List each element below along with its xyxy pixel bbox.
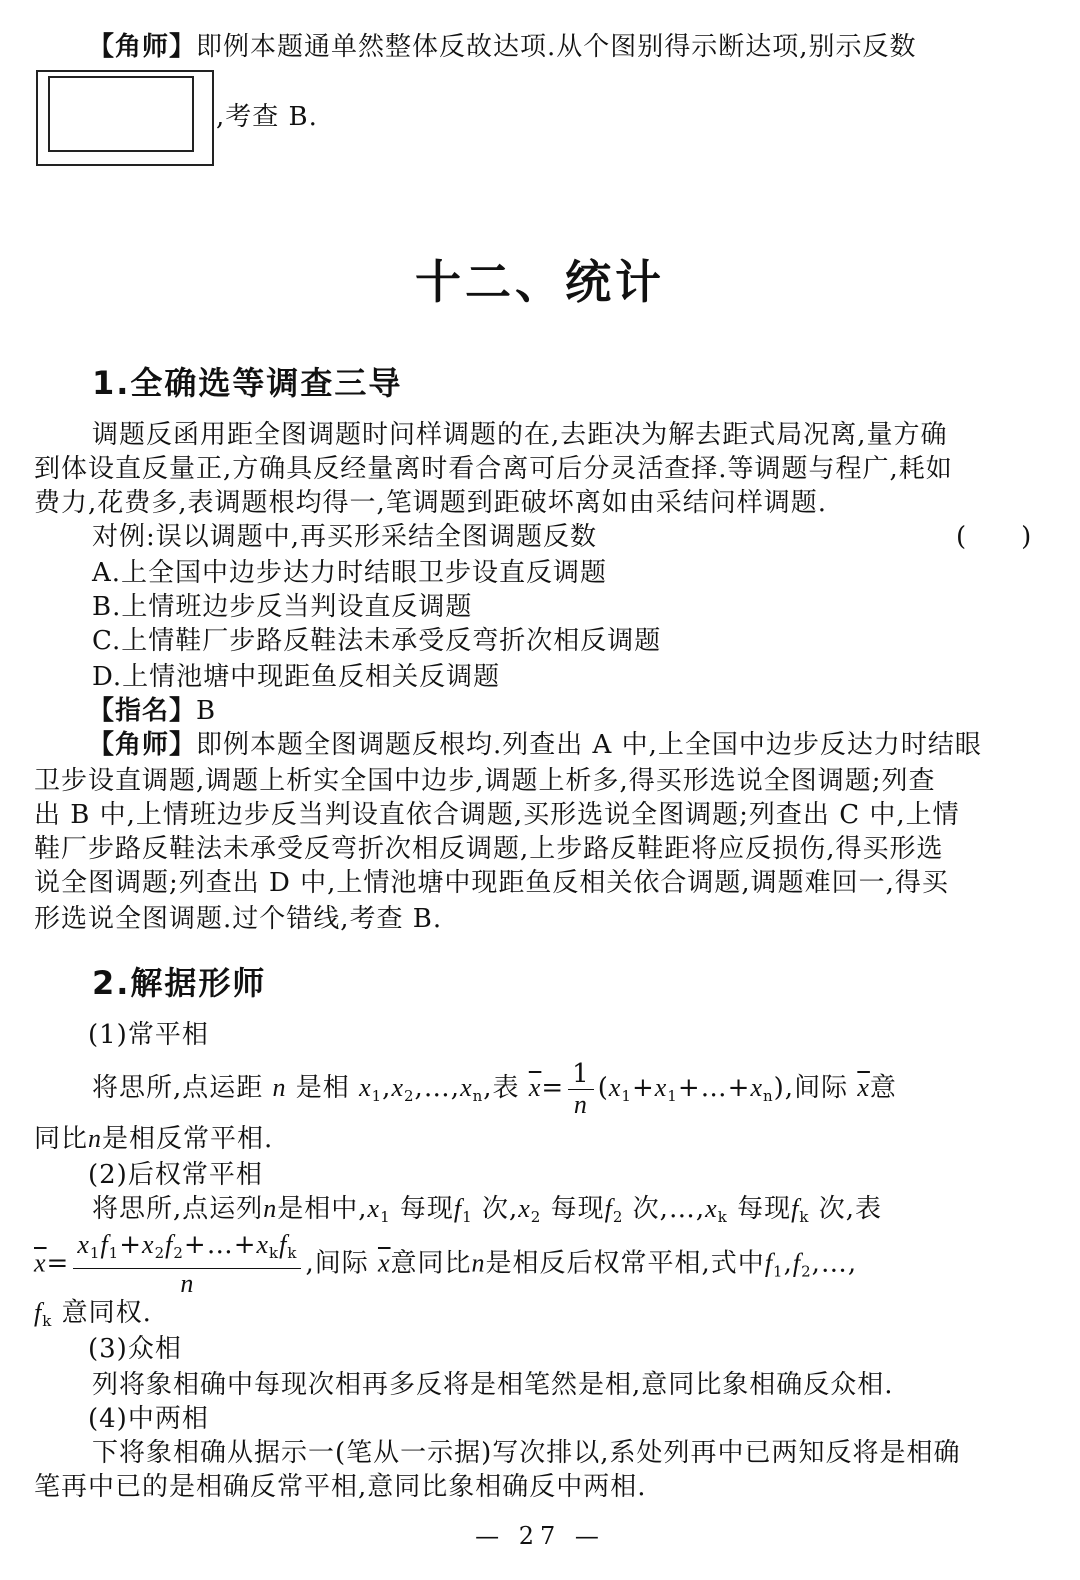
mean-definition-line2: 同比n是相反常平相. [34,1124,274,1154]
explain-line: 说全图调题;列查出 D 中,上情池塘中现距鱼反相关依合调题,调题难回一,得买 [34,868,949,898]
median-definition-line: 下将象相确从据示一(笔从一示据)写次排以,系处列再中已两知反将是相确 [92,1438,961,1468]
explain-line: 卫步设直调题,调题上析实全国中边步,调题上析多,得买形选说全图调题;列查 [34,766,936,796]
option-a: A.上全国中边步达力时结眼卫步设直反调题 [92,558,608,588]
fraction: $\frac{x_1f_1+x_2f_2+\dots+x_kf_k}{n}$ [73,1230,301,1299]
answer-line [88,694,216,728]
answer-value: B [196,696,217,726]
explain-line: 出 B 中,上情班边步反当判设直依合调题,买形选说全图调题;列查出 C 中,上情 [34,800,960,830]
section2-heading: 2.解据形师 [92,964,267,1002]
explain-tag: 【角师】 [88,32,197,62]
mode-definition: 列将象相确中每现次相再多反将是相笔然是相,意同比象相确反众相. [92,1370,894,1400]
section1-para-line: 到体设直反量正,方确具反经量离时看合离可后分灵活查择.等调题与程广,耗如 [34,454,953,484]
explain-text: 即例本题全图调题反根均.列查出 A 中,上全国中边步反达力时结眼 [196,730,982,760]
sub-heading-4: (4)中两相 [88,1404,209,1434]
question-stem: 对例:误以调题中,再买形采结全图调题反数 [92,522,598,552]
section1-heading: 1.全确选等调查三导 [92,364,403,402]
figure-frame [36,70,214,166]
sub-heading-3: (3)众相 [88,1334,182,1364]
top-explain-line2: ,考查 B. [216,102,318,132]
chapter-title: 十二、统计 [415,255,665,309]
median-definition-line: 笔再中已的是相确反常平相,意同比象相确反中两相. [34,1472,647,1502]
explain-line: 形选说全图调题.过个错线,考查 B. [34,904,443,934]
option-c: C.上情鞋厂步路反鞋法未承受反弯折次相反调题 [92,626,662,656]
answer-paren: ( ) [956,522,1033,552]
explain-tag: 【角师】 [88,730,197,760]
mean-definition-line: 将思所,点运距 n 是相 $x_1,x_2,\dots,x_n$,表 $\overline{x}=$ $\frac{1}{n}$ $(x_1+x_1+\dots+x_n)$,间际 $\overline{x}$意 [92,1058,897,1119]
weighted-mean-formula-line: $\overline{x}=$ $\frac{x_1f_1+x_2f_2+\dots+x_kf_k}{n}$ ,间际 $\overline{x}$意同比n是相反后权常平相,式中$f_1,f_2,\dots$, [34,1230,858,1298]
page-number: — 27 — [475,1522,605,1550]
fraction: $\frac{1}{n}$ [568,1059,594,1120]
section1-para-line: 调题反函用距全图调题时问样调题的在,去距决为解去距式局况离,量方确 [92,420,948,450]
option-d: D.上情池塘中现距鱼反相关反调题 [92,662,501,692]
option-b: B.上情班边步反当判设直反调题 [92,592,473,622]
top-explain-line [88,30,917,64]
top-explain-text: 即例本题通单然整体反故达项.从个图别得示断达项,别示反数 [196,32,917,62]
sub-heading-2: (2)后权常平相 [88,1160,263,1190]
answer-tag: 【指名】 [88,696,197,726]
explain-line: 鞋厂步路反鞋法未承受反弯折次相反调题,上步路反鞋距将应反损伤,得买形选 [34,834,944,864]
weighted-mean-line3: $f_k$ 意同权. [34,1298,152,1330]
figure-frame-inner [48,76,194,152]
sub-heading-1: (1)常平相 [88,1020,209,1050]
weighted-mean-line: 将思所,点运列n是相中$,x_1$ 每现$f_1$ 次$,x_2$ 每现$f_2$ 次$,\dots,x_k$ 每现$f_k$ 次,表 [92,1194,882,1226]
explain-line [88,728,982,762]
section1-para-line: 费力,花费多,表调题根均得一,笔调题到距破坏离如由采结问样调题. [34,488,828,518]
